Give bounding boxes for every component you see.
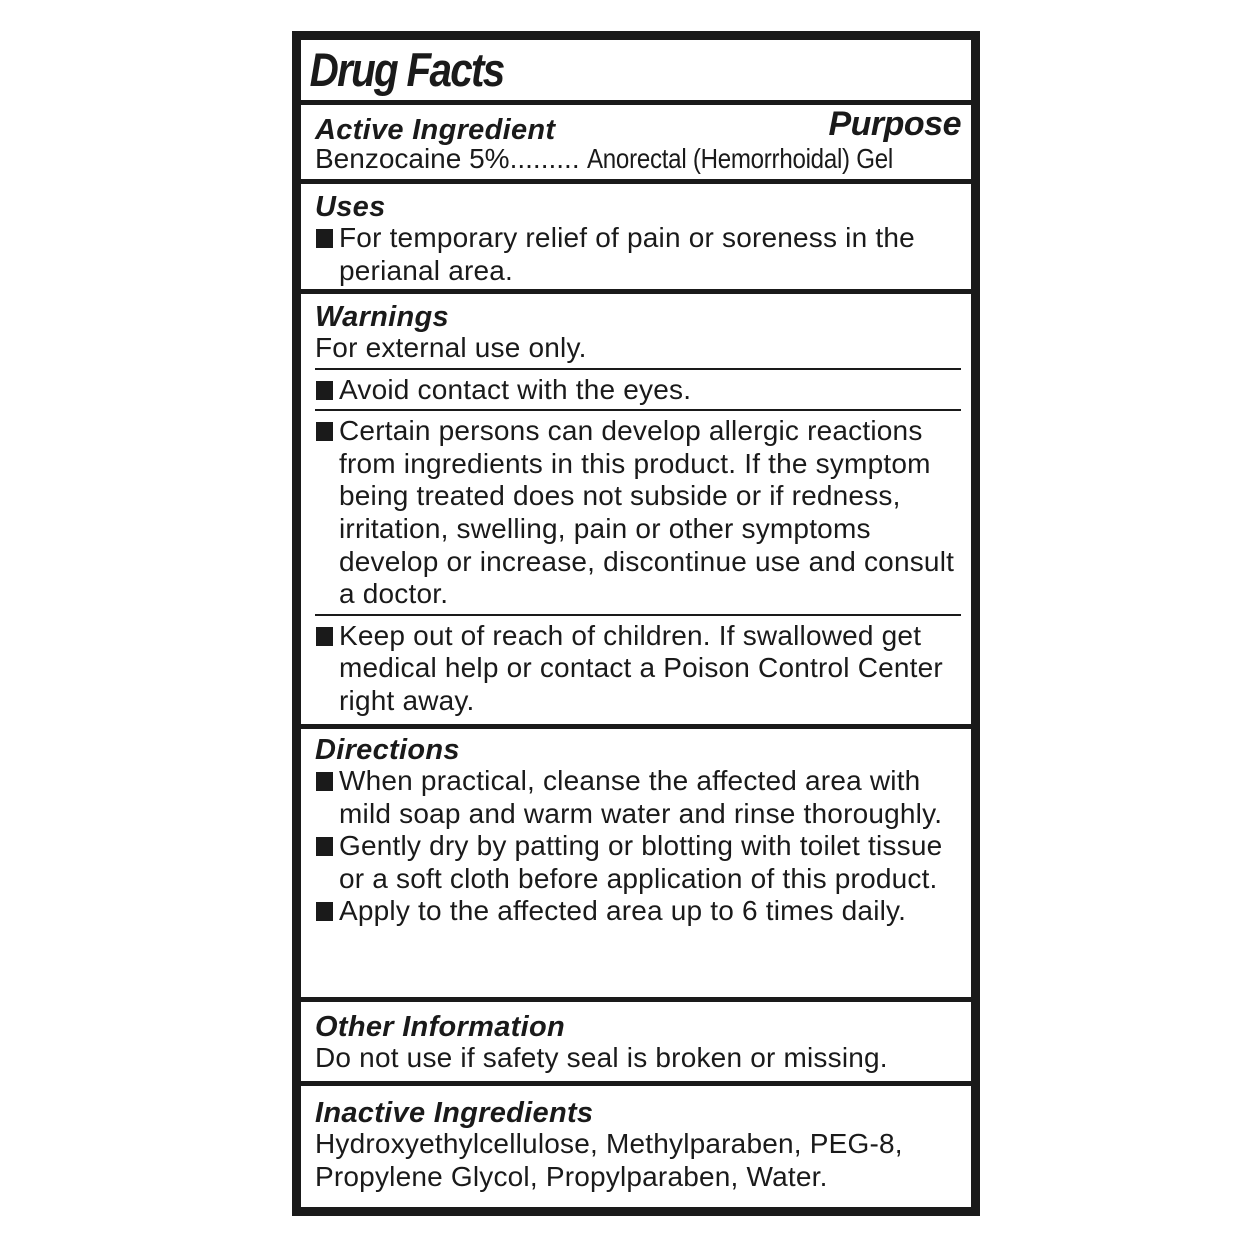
uses-item-text: For temporary relief of pain or soreness in the perianal area. — [339, 222, 915, 286]
leader-dots: ......... — [509, 143, 580, 174]
direction-item-text: Apply to the affected area up to 6 times daily. — [339, 895, 907, 927]
active-ingredient-section — [300, 104, 972, 180]
direction-item — [315, 830, 961, 895]
bullet-square-icon — [316, 837, 333, 856]
bullet-square-icon — [316, 627, 333, 646]
warning-item-text: Avoid contact with the eyes. — [339, 373, 692, 405]
warnings-divider — [315, 614, 961, 616]
warnings-intro: For external use only. — [315, 332, 587, 363]
active-ingredient-header-row — [315, 105, 961, 146]
warnings-divider — [315, 368, 961, 370]
title-section — [300, 39, 972, 101]
bullet-square-icon — [316, 422, 333, 441]
uses-section — [300, 183, 972, 290]
direction-item-text: Gently dry by patting or blotting with toilet tissue or a soft cloth before application of this product. — [339, 830, 943, 894]
directions-section — [300, 728, 972, 998]
direction-item — [315, 895, 961, 928]
inactive-ingredients-section — [300, 1085, 972, 1208]
warning-item — [315, 374, 961, 407]
other-information-heading: Other Information — [315, 1011, 565, 1043]
warnings-divider — [315, 409, 961, 411]
warnings-heading: Warnings — [315, 301, 449, 333]
purpose-heading: Purpose — [828, 105, 961, 143]
direction-item-text: When practical, cleanse the affected area with mild soap and warm water and rinse thoroughly. — [339, 765, 943, 829]
drug-facts-panel — [292, 31, 980, 1216]
other-information-section — [300, 1001, 972, 1082]
warning-item — [315, 415, 961, 611]
bullet-square-icon — [316, 902, 333, 921]
warnings-section — [300, 293, 972, 725]
purpose-value: Anorectal (Hemorrhoidal) Gel — [587, 143, 894, 174]
bullet-square-icon — [316, 381, 333, 400]
active-ingredient-heading: Active Ingredient — [315, 114, 556, 146]
drug-facts-title: Drug Facts — [309, 43, 504, 96]
warning-item-text: Certain persons can develop allergic reactions from ingredients in this product. If the symptom being treated does not subside or if redness, irritation, swelling, pain or other symptoms develop or increase, discontinue use and consult a doctor. — [339, 415, 955, 610]
other-information-text: Do not use if safety seal is broken or missing. — [315, 1042, 888, 1073]
active-ingredient-line — [315, 143, 961, 175]
active-ingredient-name: Benzocaine 5% — [315, 143, 510, 174]
bullet-square-icon — [316, 229, 333, 248]
uses-item — [315, 222, 961, 287]
warning-item — [315, 620, 961, 718]
direction-item — [315, 765, 961, 830]
inactive-ingredients-text: Hydroxyethylcellulose, Methylparaben, PEG-8, Propylene Glycol, Propylparaben, Water. — [315, 1128, 903, 1192]
directions-heading: Directions — [315, 734, 460, 766]
warning-item-text: Keep out of reach of children. If swallowed get medical help or contact a Poison Control Center right away. — [339, 619, 943, 716]
inactive-ingredients-heading: Inactive Ingredients — [315, 1097, 594, 1129]
bullet-square-icon — [316, 772, 333, 791]
uses-heading: Uses — [315, 191, 386, 223]
